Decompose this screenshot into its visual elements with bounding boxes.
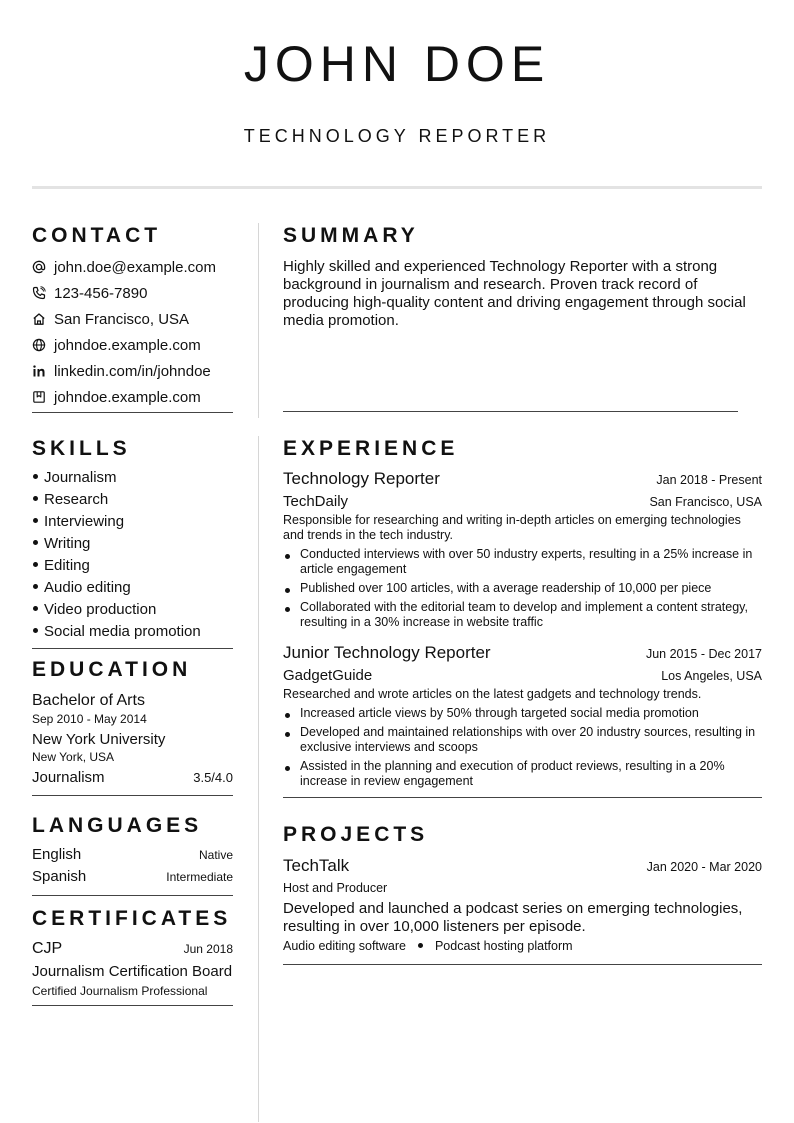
project-dates: Jan 2020 - Mar 2020 [646, 860, 762, 874]
job-bullet: Increased article views by 50% through targeted social media promotion [283, 706, 762, 721]
education-degree: Bachelor of Arts [32, 692, 145, 709]
certificate-issuer: Journalism Certification Board [32, 963, 233, 980]
job-dates: Jan 2018 - Present [656, 473, 762, 487]
home-icon [32, 312, 46, 326]
certificates-section [32, 907, 233, 1006]
job-bullet: Developed and maintained relationships with over 20 industry sources, resulting in exclusive interviews and scoops [283, 725, 762, 755]
job-bullet: Collaborated with the editorial team to develop and implement a content strategy, resulting in a 30% increase in website traffic [283, 600, 762, 630]
contact-location [32, 306, 233, 332]
job-bullet: Published over 100 articles, with a average readership of 10,000 per piece [283, 581, 762, 596]
education-section [32, 658, 233, 796]
languages-section [32, 814, 233, 896]
project-tool: Audio editing software [283, 939, 406, 953]
project-tools [283, 938, 762, 954]
project-tool: Podcast hosting platform [434, 939, 573, 953]
contact-portfolio[interactable] [32, 384, 233, 410]
education-dates: Sep 2010 - May 2014 [32, 712, 147, 726]
job-dates: Jun 2015 - Dec 2017 [645, 647, 762, 661]
certificate-name: CJP [32, 940, 63, 957]
certificate-date: Jun 2018 [183, 942, 233, 956]
contact-location-text: San Francisco, USA [54, 310, 190, 328]
contact-divider [32, 412, 233, 413]
separator-dot [418, 943, 423, 948]
header-divider [32, 186, 762, 189]
job-description: Researched and wrote articles on the latest gadgets and technology trends. [283, 687, 702, 701]
skill-item: Video production [32, 599, 233, 621]
skill-item: Research [32, 489, 233, 511]
contact-email-text: john.doe@example.com [54, 258, 216, 276]
certificates-heading: CERTIFICATES [32, 907, 232, 930]
job-bullet: Assisted in the planning and execution of product reviews, resulting in a 20% increase in review engagement [283, 759, 762, 789]
education-divider [32, 795, 233, 796]
skill-item: Editing [32, 555, 233, 577]
experience-divider [283, 797, 762, 798]
certificates-divider [32, 1005, 233, 1006]
contact-linkedin[interactable] [32, 358, 233, 384]
job-entry [283, 468, 762, 630]
projects-divider [283, 964, 762, 965]
contact-linkedin-text: linkedin.com/in/johndoe [54, 362, 211, 380]
skills-section [32, 437, 233, 649]
linkedin-icon [32, 364, 46, 378]
summary-heading: SUMMARY [283, 224, 419, 247]
at-icon [32, 260, 46, 274]
resume-name: JOHN DOE [243, 36, 551, 92]
language-row: English Native [32, 846, 233, 863]
column-divider-top [258, 223, 259, 418]
skill-item: Audio editing [32, 577, 233, 599]
projects-section [283, 823, 762, 965]
skills-divider [32, 648, 233, 649]
job-company: GadgetGuide [283, 667, 373, 684]
bookmark-icon [32, 390, 46, 404]
contact-heading: CONTACT [32, 224, 162, 247]
project-name: TechTalk [283, 856, 350, 875]
education-school: New York University [32, 731, 166, 748]
language-row: Spanish Intermediate [32, 868, 233, 885]
job-location: Los Angeles, USA [661, 669, 762, 683]
phone-icon [32, 286, 46, 300]
summary-text: Highly skilled and experienced Technology Reporter with a strong background in journalism and research. Proven track record of producing high-quality content and driving engagement through social media promotion. [283, 258, 746, 329]
projects-heading: PROJECTS [283, 823, 429, 846]
globe-icon [32, 338, 46, 352]
column-divider-bottom [258, 436, 259, 1122]
contact-website[interactable] [32, 332, 233, 358]
job-company: TechDaily [283, 493, 349, 510]
skill-item: Interviewing [32, 511, 233, 533]
contact-portfolio-text: johndoe.example.com [54, 388, 201, 406]
certificate-full-name: Certified Journalism Professional [32, 984, 208, 998]
education-gpa: 3.5/4.0 [193, 770, 233, 785]
summary-section [283, 224, 762, 330]
languages-heading: LANGUAGES [32, 814, 203, 837]
job-title: Junior Technology Reporter [283, 643, 491, 662]
education-field: Journalism [32, 769, 105, 786]
summary-divider [283, 411, 738, 412]
resume-title: TECHNOLOGY REPORTER [243, 126, 551, 146]
job-description: Responsible for researching and writing in-depth articles on emerging technologies and trends in the tech industry. [283, 513, 741, 542]
experience-heading: EXPERIENCE [283, 437, 459, 460]
job-title: Technology Reporter [283, 469, 440, 488]
contact-email[interactable] [32, 254, 233, 280]
languages-divider [32, 895, 233, 896]
education-heading: EDUCATION [32, 658, 192, 681]
project-description: Developed and launched a podcast series on emerging technologies, resulting in over 10,000 listeners per episode. [283, 900, 743, 935]
skill-item: Social media promotion [32, 621, 233, 643]
contact-section [32, 224, 233, 413]
job-bullet: Conducted interviews with over 50 industry experts, resulting in a 25% increase in article engagement [283, 547, 762, 577]
contact-phone-text: 123-456-7890 [54, 284, 148, 302]
skills-heading: SKILLS [32, 437, 131, 460]
project-role: Host and Producer [283, 881, 388, 895]
skill-item: Writing [32, 533, 233, 555]
skill-item: Journalism [32, 467, 233, 489]
education-location: New York, USA [32, 750, 115, 764]
job-entry [283, 642, 762, 789]
experience-section [283, 437, 762, 798]
contact-website-text: johndoe.example.com [54, 336, 201, 354]
job-location: San Francisco, USA [649, 495, 762, 509]
contact-phone[interactable] [32, 280, 233, 306]
